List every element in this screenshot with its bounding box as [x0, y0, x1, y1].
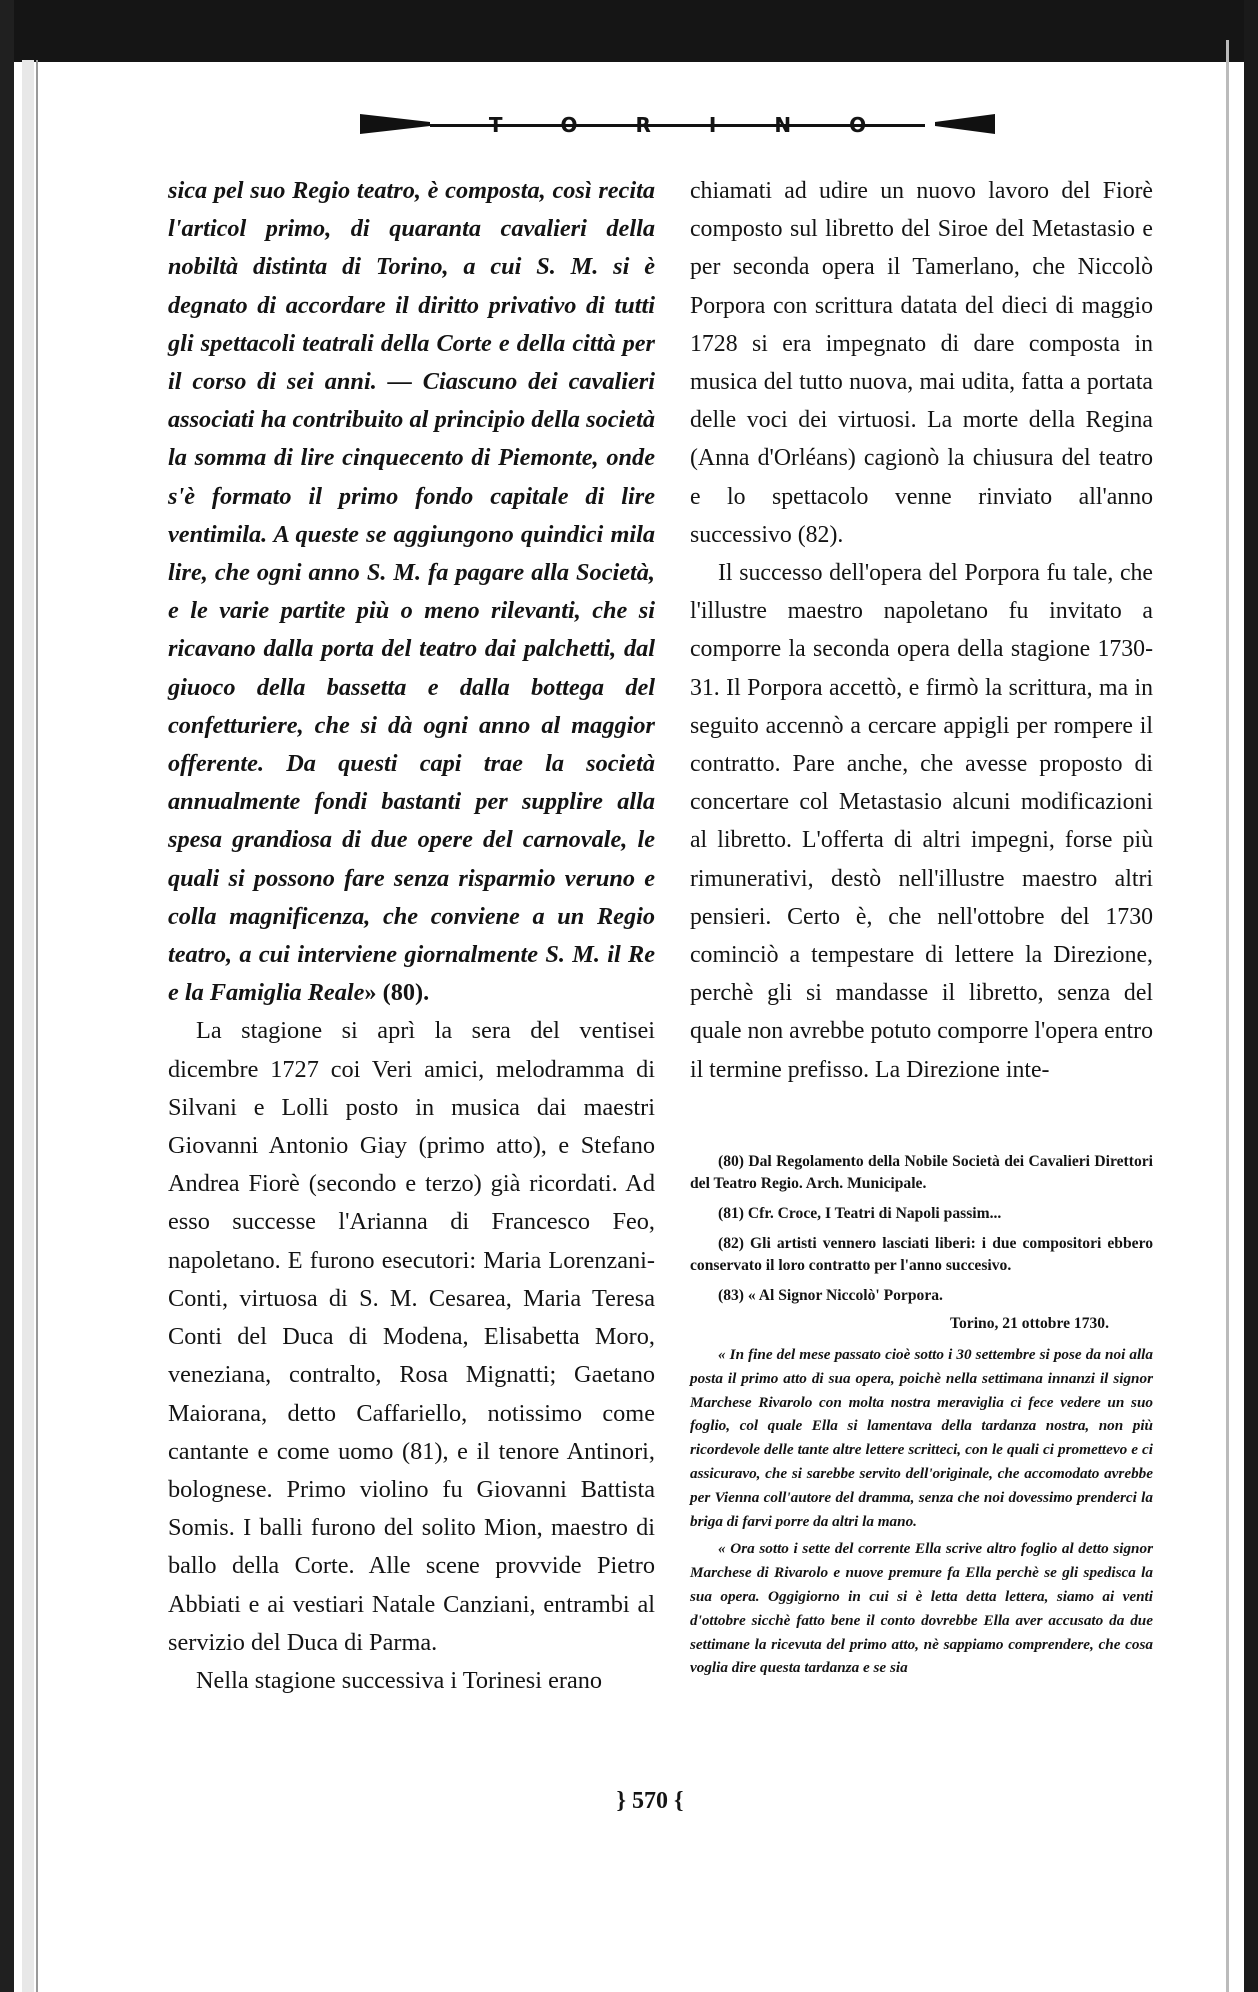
paragraph-season-1727: La stagione si aprì la sera del ventisei dicembre 1727 coi Veri amici, melodramma di Silvani e Lolli posto in musica dai maestri Giovanni Antonio Giay (primo atto), e Stefano Andrea Fiorè (secondo e terzo) già ricordati. Ad esso successe l'Arianna di Francesco Feo, napoletano. E furono esecutori: Maria Lorenzani-Conti, virtuosa di S. M. Cesarea, Maria Teresa Conti del Duca di Modena, Elisabetta Moro, veneziana, contralto, Rosa Mignatti; Gaetano Maiorana, detto Caffariello, notissimo come cantante e come uomo (81), e il tenore Antinori, bolognese. Primo violino fu Giovanni Battista Somis. I balli furono del solito Mion, maestro di ballo della Corte. Alle scene provvide Pietro Abbiati e ai vestiari Natale Canziani, entrambi al servizio del Duca di Parma.	[168, 1017, 655, 1656]
footnote-82: (82) Gli artisti vennero lasciati liberi: i due compositori ebbero conservato il loro contratto per l'anno succesivo.	[690, 1235, 1153, 1274]
letter-paragraph-1: « In fine del mese passato cioè sotto i 30 settembre si pose da noi alla posta il primo atto di sua opera, poichè nella settimana innanzi il signor Marchese Rivarolo con molta nostra meraviglia ci fece vedere un suo foglio, col quale Ella si lamentava della tardanza nostra, non più ricordevole delle tante altre lettere scritteci, con le quali ci promettevo e ci assicuravo, che si sarebbe servito dell'originale, che accomodato avrebbe per Vienna coll'autore del dramma, senza che noi dovessimo prenderci la briga di farvi porre da altri la mano.	[690, 1346, 1153, 1530]
paragraph-porpora-success: Il successo dell'opera del Porpora fu tale, che l'illustre maestro napoletano fu invitato a comporre la seconda opera della stagione 1730-31. Il Porpora accettò, e firmò la scrittura, ma in seguito accennò a cercare appigli per rompere il contratto. Pare anche, che avesse proposto di concertare col Metastasio alcuni modificazioni al libretto. L'offerta di altri impegni, forse più rimunerativi, destò nell'illustre maestro altri pensieri. Certo è, che nell'ottobre del 1730 cominciò a tempestare di lettere la Direzione, perchè gli si mandasse il libretto, senza del quale non avrebbe potuto comporre l'opera entro il termine prefisso. La Direzione inte-	[690, 560, 1153, 1083]
right-column	[690, 172, 1153, 1089]
left-column	[168, 172, 655, 1700]
running-title: TORINO	[488, 113, 925, 137]
page-ornament-left: }	[616, 1788, 626, 1814]
page-number	[600, 1788, 700, 1815]
scan-left-line	[36, 60, 38, 1992]
footnotes	[690, 1151, 1153, 1684]
running-header	[360, 112, 995, 138]
scan-left-shadow	[22, 60, 34, 1992]
footnote-81: (81) Cfr. Croce, I Teatri di Napoli passim...	[718, 1205, 1002, 1222]
footnote-83: (83) « Al Signor Niccolò' Porpora.	[718, 1287, 943, 1304]
scan-top-border	[0, 0, 1258, 62]
footnote-80: (80) Dal Regolamento della Nobile Società dei Cavalieri Direttori del Teatro Regio. Arch. Municipale.	[690, 1153, 1153, 1192]
paragraph-next-season: Nella stagione successiva i Torinesi erano	[196, 1666, 603, 1694]
letter-place-date: Torino, 21 ottobre 1730.	[950, 1315, 1109, 1332]
scan-right-border	[1244, 0, 1258, 1992]
page-ornament-right: {	[674, 1788, 684, 1814]
scan-right-line	[1226, 40, 1229, 1992]
scan-top-gap	[0, 62, 1258, 76]
quoted-regulation: sica pel suo Regio teatro, è composta, così recita l'articol primo, di quaranta cavalieri della nobiltà distinta di Torino, a cui S. M. si è degnato di accordare il diritto privativo di tutti gli spettacoli teatrali della Corte e della città per il corso di sei anni. — Ciascuno dei cavalieri associati ha contribuito al principio della società la somma di lire cinquecento di Piemonte, onde s'è formato il primo fondo capitale di lire ventimila. A queste se aggiungono quindici mila lire, che ogni anno S. M. fa pagare alla Società, e le varie partite più o meno rilevanti, che si ricavano dalla porta del teatro dai palchetti, dal giuoco della bassetta e dalla bottega del confetturiere, che si dà ogni anno al maggior offerente. Da questi capi trae la società annualmente fondi bastanti per supplire alla spesa grandiosa di due opere del carnovale, le quali si possono fare senza risparmio veruno e colla magnificenza, che conviene a un Regio teatro, a cui interviene giornalmente S. M. il Re e la Famiglia Reale» (80).	[168, 177, 655, 1007]
quote-end-ref: » (80).	[364, 979, 430, 1007]
page-number-value: 570	[632, 1788, 668, 1814]
paragraph-fiore-porpora: chiamati ad udire un nuovo lavoro del Fiorè composto sul libretto del Siroe del Metastasio e per seconda opera il Tamerlano, che Niccolò Porpora con scrittura datata del dieci di maggio 1728 si era impegnato di dare composta in musica del tutto nuova, mai udita, fatta a portata delle voci dei virtuosi. La morte della Regina (Anna d'Orléans) cagionò la chiusura del teatro e lo spettacolo venne rinviato all'anno successivo (82).	[690, 178, 1153, 548]
letter-paragraph-2: « Ora sotto i sette del corrente Ella scrive altro foglio al detto signor Marchese di Rivarolo e nuove premure fa Ella perchè se gli spedisca la sua opera. Oggigiorno in cui si è letta detta lettera, siamo ai venti d'ottobre sicchè fatto bene il conto dovrebbe Ella aver accusato da due settimane la ricevuta del primo atto, nè sappiamo comprendere, che cosa voglia dire questa tardanza e se sia	[690, 1540, 1153, 1677]
scan-left-border	[0, 0, 14, 1992]
